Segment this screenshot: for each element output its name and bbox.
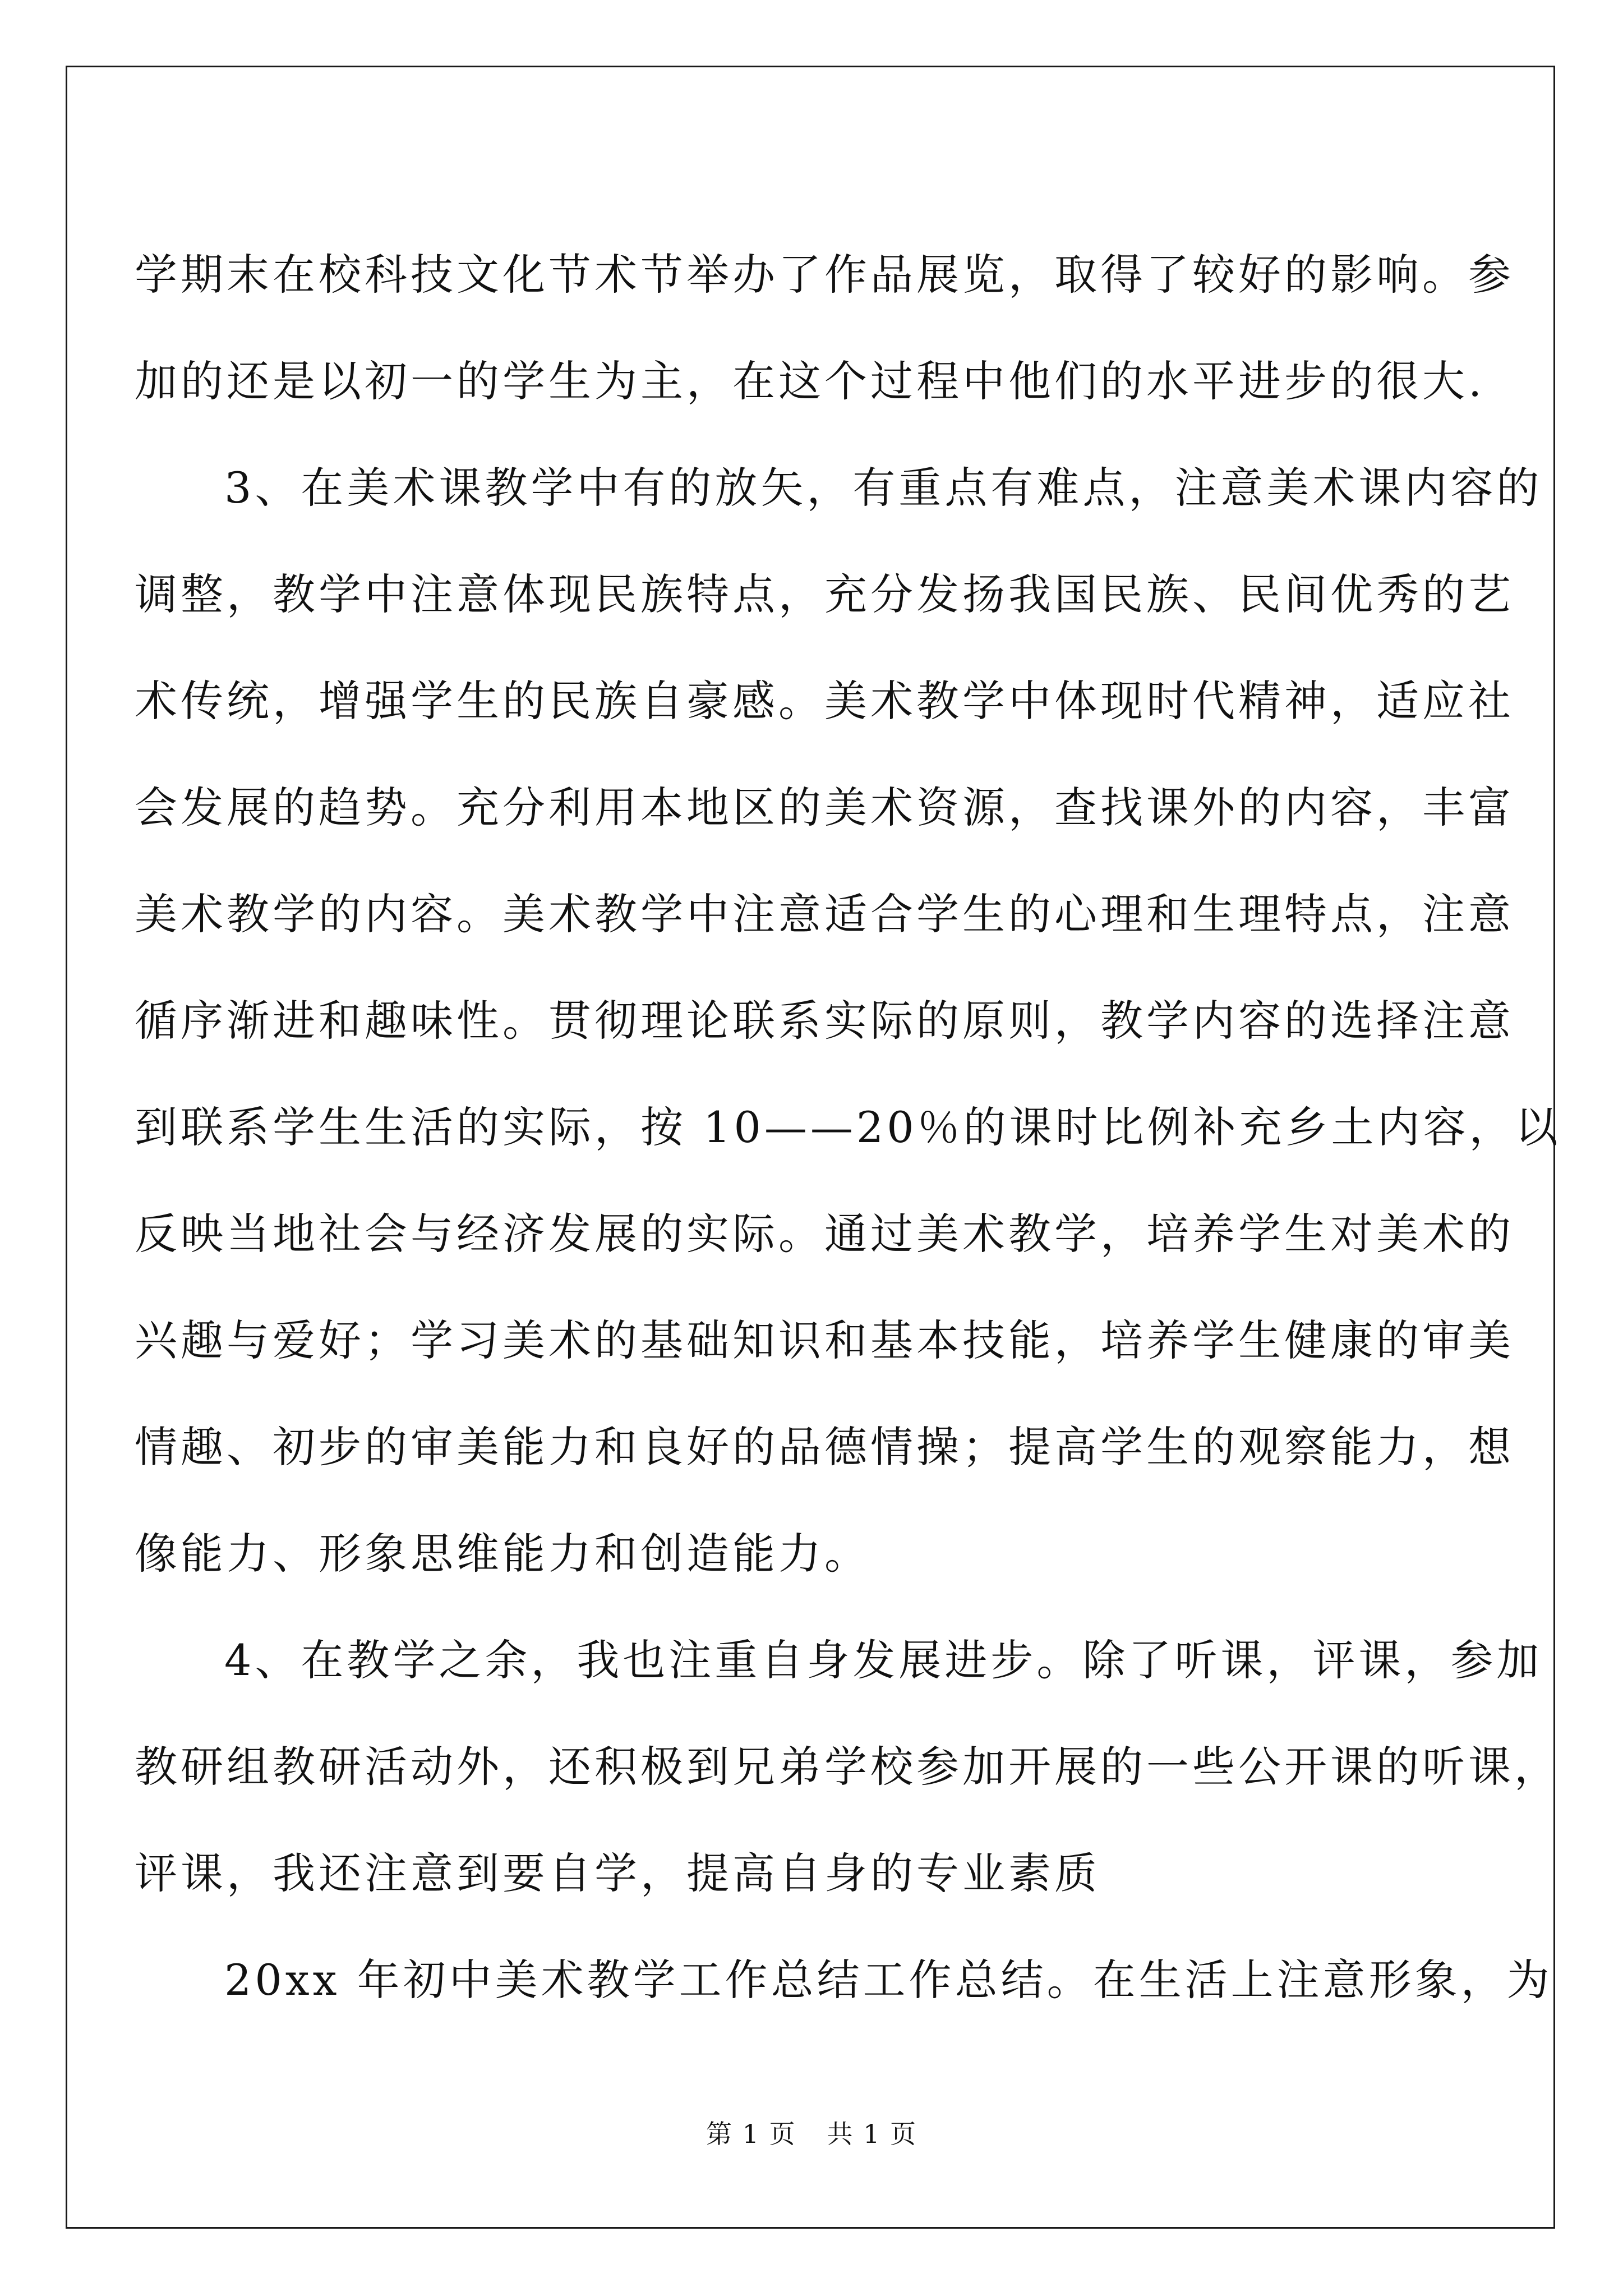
page-total: 共 1 页 — [827, 2119, 917, 2149]
text-line: 循序渐进和趣味性。贯彻理论联系实际的原则，教学内容的选择注意 — [135, 996, 1514, 1046]
text-line: 到联系学生生活的实际，按 10——20％的课时比例补充乡土内容，以 — [135, 1102, 1561, 1152]
text-line: 加的还是以初一的学生为主，在这个过程中他们的水平进步的很大. — [135, 356, 1486, 406]
document-body — [135, 222, 1561, 2033]
text-line: 会发展的趋势。充分利用本地区的美术资源，查找课外的内容，丰富 — [135, 783, 1514, 832]
text-line: 像能力、形象思维能力和创造能力。 — [135, 1529, 870, 1579]
text-line: 术传统，增强学生的民族自豪感。美术教学中体现时代精神，适应社 — [135, 676, 1514, 726]
text-line: 调整，教学中注意体现民族特点，充分发扬我国民族、民间优秀的艺 — [135, 569, 1514, 619]
text-line: 评课，我还注意到要自学，提高自身的专业素质 — [135, 1848, 1100, 1898]
paragraph-start-line: 4、在教学之余，我也注重自身发展进步。除了听课，评课，参加 — [224, 1635, 1543, 1685]
text-line: 反映当地社会与经济发展的实际。通过美术教学，培养学生对美术的 — [135, 1209, 1514, 1259]
text-line: 美术教学的内容。美术教学中注意适合学生的心理和生理特点，注意 — [135, 889, 1514, 939]
text-line: 学期末在校科技文化节术节举办了作品展览，取得了较好的影响。参 — [135, 250, 1514, 300]
text-line: 情趣、初步的审美能力和良好的品德情操；提高学生的观察能力，想 — [135, 1422, 1514, 1472]
page-footer — [0, 2114, 1623, 2151]
text-line: 兴趣与爱好；学习美术的基础知识和基本技能，培养学生健康的审美 — [135, 1315, 1514, 1365]
text-line: 教研组教研活动外，还积极到兄弟学校参加开展的一些公开课的听课， — [135, 1742, 1560, 1792]
paragraph-start-line: 3、在美术课教学中有的放矢，有重点有难点，注意美术课内容的 — [224, 463, 1543, 513]
page-number: 第 1 页 — [706, 2119, 796, 2149]
paragraph-start-line: 20xx 年初中美术教学工作总结工作总结。在生活上注意形象，为 — [224, 1955, 1553, 2005]
